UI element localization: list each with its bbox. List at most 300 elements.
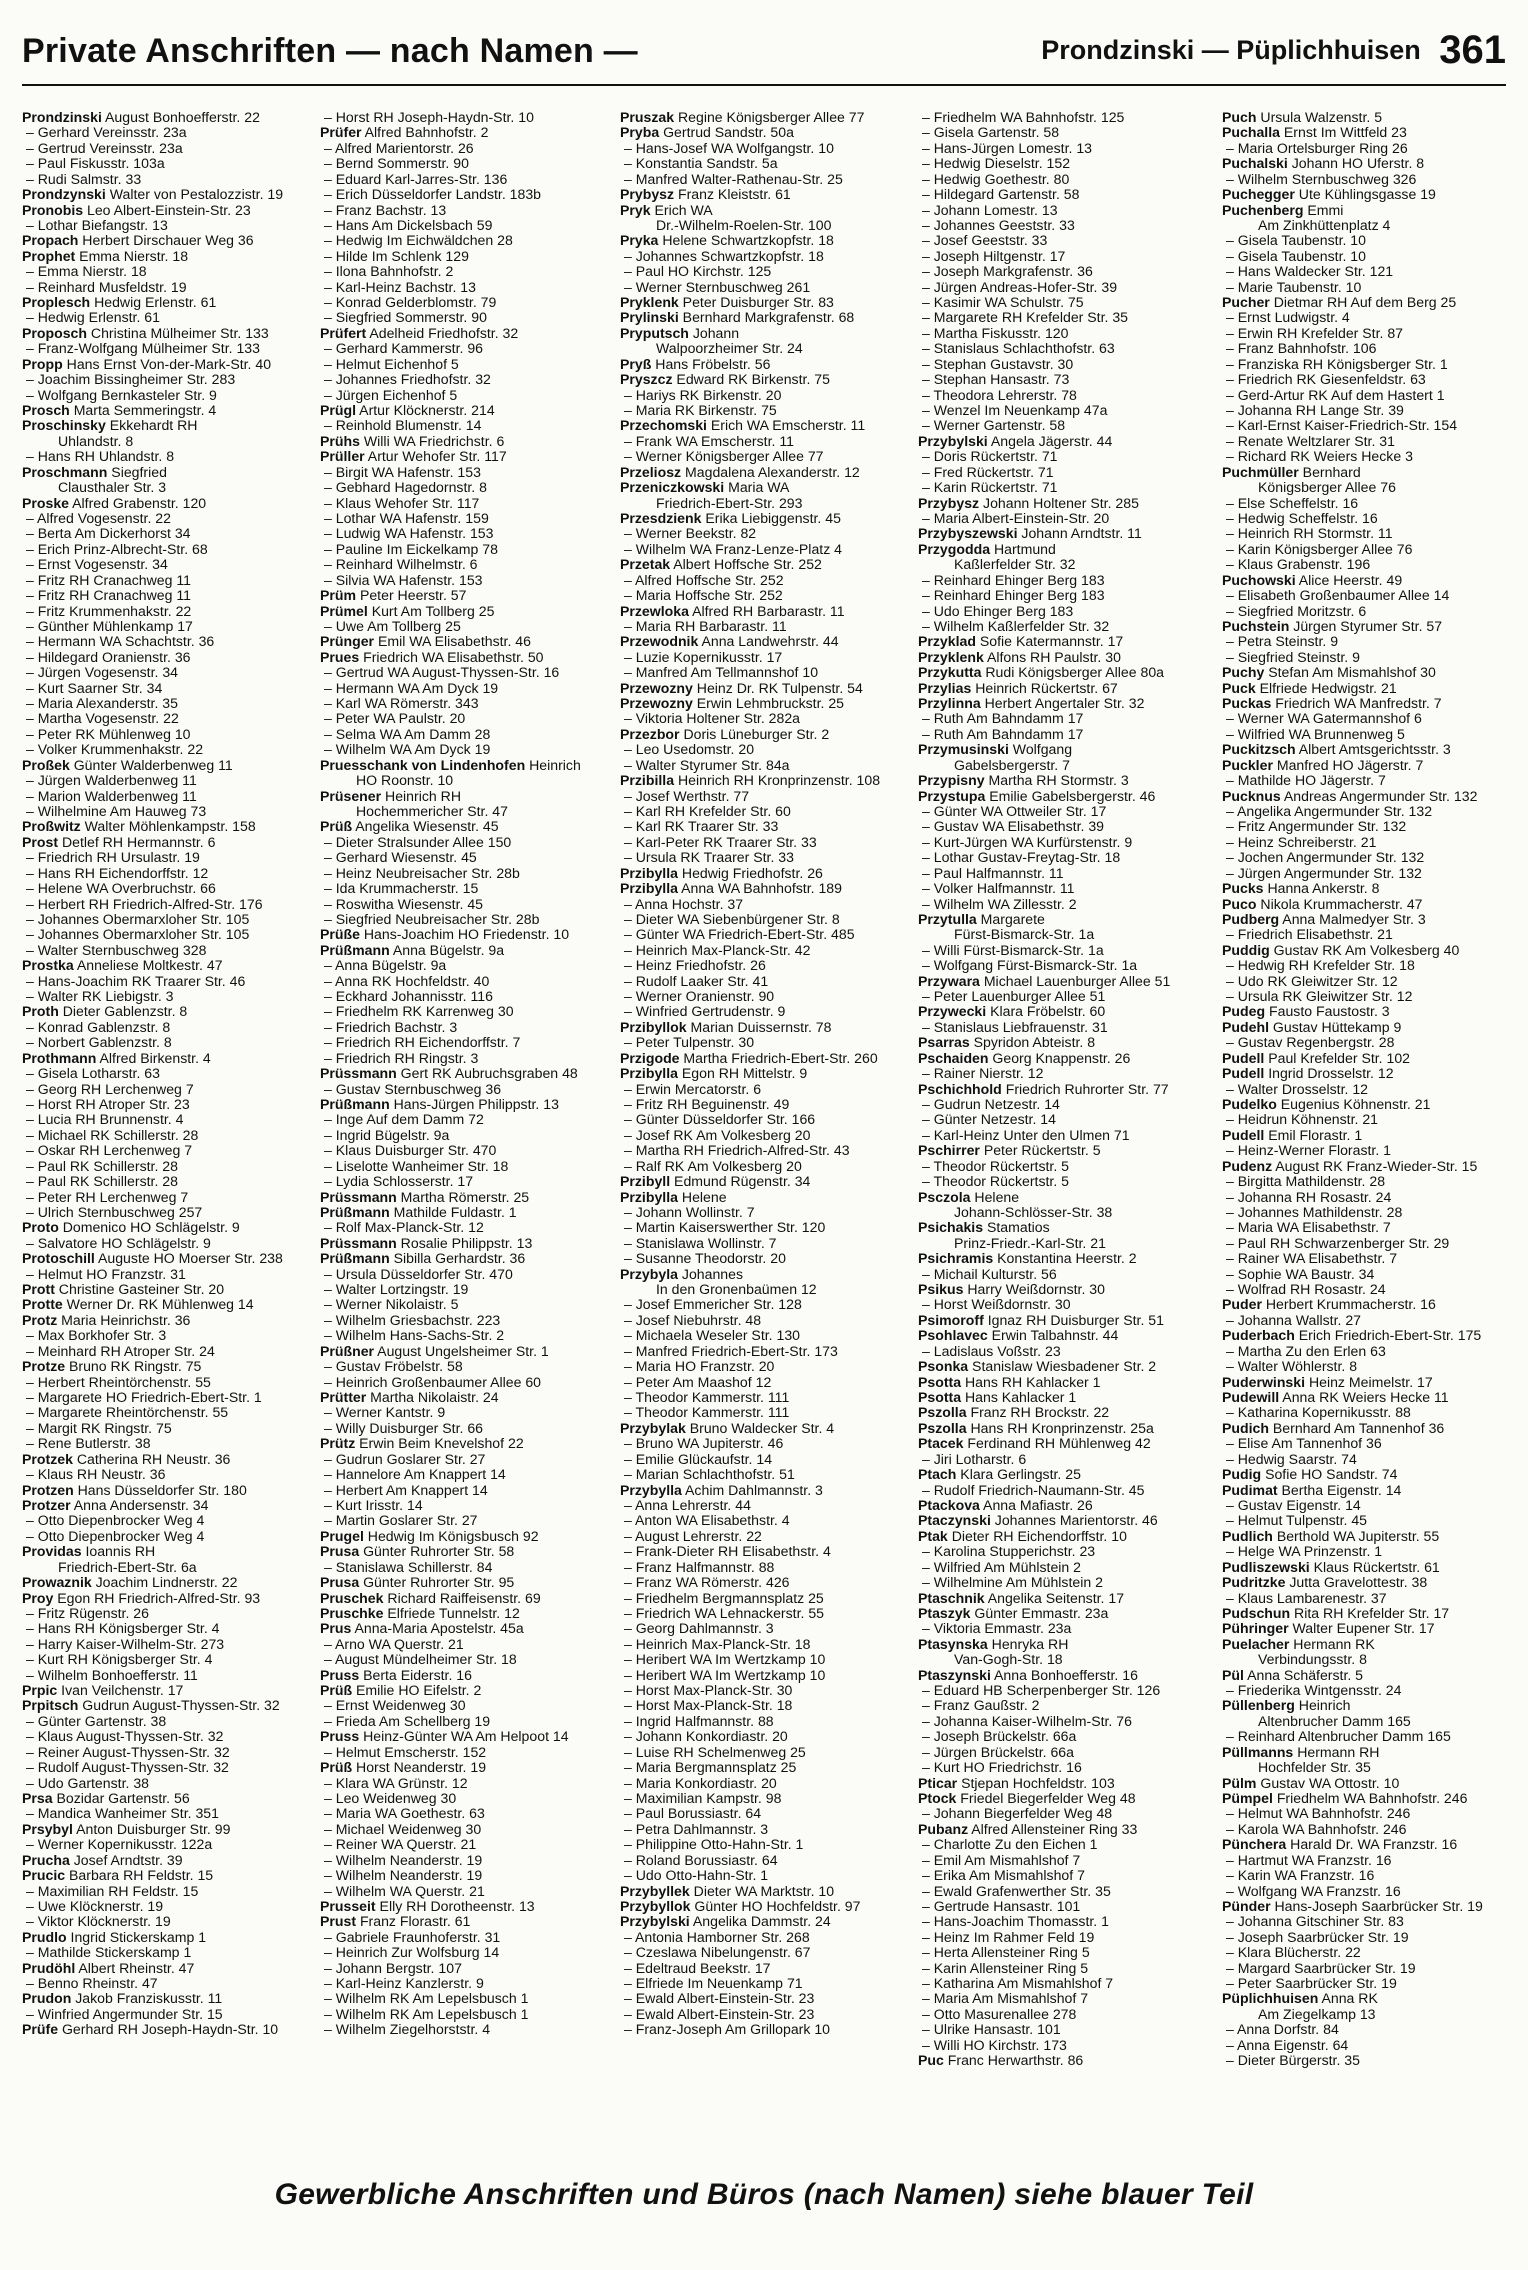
surname: Prüller <box>320 449 365 465</box>
directory-entry: – Kurt-Jürgen WA Kurfürstenstr. 9 <box>922 834 1133 850</box>
directory-entry: – Willi HO Kirchstr. 173 <box>922 2037 1067 2053</box>
directory-entry: – Gertrud WA August-Thyssen-Str. 16 <box>324 665 560 681</box>
directory-entry: – Rudolf Friedrich-Naumann-Str. 45 <box>922 1482 1145 1498</box>
entry-details: Rita RH Krefelder Str. 17 <box>1290 1605 1450 1621</box>
directory-entry: – Petra Dahlmannstr. 3 <box>624 1821 769 1837</box>
directory-entry: – Herbert RH Friedrich-Alfred-Str. 176 <box>26 896 263 912</box>
entry-details: Ekkehardt RH <box>105 418 198 434</box>
directory-entry: – Stephan Gustavstr. 30 <box>922 356 1074 372</box>
directory-entry <box>1222 1745 1510 1760</box>
surname: Prothmann <box>22 1050 97 1066</box>
directory-entry: – Anna RK Hochfeldstr. 40 <box>324 973 490 989</box>
directory-entry: – Stanislawa Schillerstr. 84 <box>324 1559 493 1575</box>
directory-entry <box>22 1051 310 1066</box>
surname: Przybylak <box>620 1420 686 1436</box>
directory-entry: – Günther Mühlenkamp 17 <box>26 618 193 634</box>
entry-details: Spyridon Abteistr. 8 <box>969 1035 1096 1051</box>
directory-entry: – Ursula RK Gleiwitzer Str. 12 <box>1226 989 1413 1005</box>
surname: Ptaczynski <box>918 1513 991 1529</box>
directory-entry: – Franz Bachstr. 13 <box>324 202 447 218</box>
surname: Pticar <box>918 1775 958 1791</box>
entry-details: Bruno Waldecker Str. 4 <box>685 1420 835 1436</box>
directory-entry: – Hedwig RH Krefelder Str. 18 <box>1226 958 1415 974</box>
entry-details: Fausto Faustostr. 3 <box>1265 1004 1390 1020</box>
directory-entry: – Paul Borussiastr. 64 <box>624 1806 762 1822</box>
directory-entry <box>620 310 908 325</box>
directory-entry <box>22 835 310 850</box>
surname: Psichramis <box>918 1251 994 1267</box>
directory-entry <box>320 1575 608 1590</box>
directory-entry: – Karin Königsberger Allee 76 <box>1226 541 1413 557</box>
directory-entry: – Friedhelm Bergmannsplatz 25 <box>624 1590 824 1606</box>
entry-details: Magdalena Alexanderstr. 12 <box>681 464 860 480</box>
surname: Przibyllok <box>620 1019 687 1035</box>
directory-entry: – Leo Usedomstr. 20 <box>624 742 755 758</box>
directory-entry: – Viktoria Holtener Str. 282a <box>624 711 801 727</box>
directory-entry <box>1222 1668 1510 1683</box>
surname: Puckas <box>1222 696 1272 712</box>
directory-entry: – Werner Kantstr. 9 <box>324 1405 446 1421</box>
entry-details: Berta Eiderstr. 16 <box>359 1667 472 1683</box>
entry-details: Alfred RH Barbarastr. 11 <box>688 603 845 619</box>
directory-entry: – Walter Styrumer Str. 84a <box>624 757 790 773</box>
entry-details: Hartmund <box>990 541 1056 557</box>
directory-entry <box>918 1035 1206 1050</box>
directory-entry <box>1222 110 1510 125</box>
directory-entry <box>1222 203 1510 218</box>
directory-entry <box>620 604 908 619</box>
surname: Puderwinski <box>1222 1374 1306 1390</box>
surname: Pülm <box>1222 1775 1257 1791</box>
surname: Protz <box>22 1312 58 1328</box>
surname: Puchowski <box>1222 572 1296 588</box>
directory-entry <box>320 1899 608 1914</box>
entry-details: Ernst Im Wittfeld 23 <box>1279 125 1407 141</box>
entry-details: Hans-Joachim HO Friedenstr. 10 <box>359 927 570 943</box>
entry-details: Egon RH Mittelstr. 9 <box>677 1066 808 1082</box>
surname: Protzen <box>22 1482 74 1498</box>
surname: Pschaiden <box>918 1050 989 1066</box>
directory-entry: – Ladislaus Voßstr. 23 <box>922 1343 1061 1359</box>
surname: Psotta <box>918 1374 962 1390</box>
directory-entry: – Petra Steinstr. 9 <box>1226 634 1339 650</box>
directory-entry: – Lydia Schlosserstr. 17 <box>324 1174 474 1190</box>
directory-entry: – Uwe Am Tollberg 25 <box>324 618 461 634</box>
directory-entry: – Anna Eigenstr. 64 <box>1226 2037 1349 2053</box>
directory-entry: – Anna Hochstr. 37 <box>624 896 744 912</box>
directory-entry: – Horst RH Joseph-Haydn-Str. 10 <box>324 110 534 125</box>
directory-entry <box>1222 1621 1510 1636</box>
entry-details: Stefan Am Mismahlshof 30 <box>1264 665 1436 681</box>
entry-details: Hans-Jürgen Philippstr. 13 <box>389 1097 559 1112</box>
surname: Prudlo <box>22 1929 67 1945</box>
directory-entry <box>918 1791 1206 1806</box>
entry-details: Anneliese Moltkestr. 47 <box>73 958 223 974</box>
entry-details: Alice Heerstr. 49 <box>1295 572 1403 588</box>
directory-entry: – Paul RK Schillerstr. 28 <box>26 1158 178 1174</box>
entry-details: Alfred Bahnhofstr. 2 <box>361 125 489 141</box>
directory-entry: – Wilhelm WA Franz-Lenze-Platz 4 <box>624 541 842 557</box>
directory-entry <box>1222 1328 1510 1343</box>
directory-entry: – Frank-Dieter RH Elisabethstr. 4 <box>624 1544 831 1560</box>
directory-entry <box>22 249 310 264</box>
directory-entry: – Werner Gartenstr. 58 <box>922 418 1066 434</box>
directory-entry: – Stanislaus Liebfrauenstr. 31 <box>922 1019 1108 1035</box>
directory-entry: – Erwin Mercatorstr. 6 <box>624 1081 762 1097</box>
directory-entry: – Johann Bergstr. 107 <box>324 1960 462 1976</box>
directory-entry: – Gustav Sternbuschweg 36 <box>324 1081 502 1097</box>
surname: Prott <box>22 1282 55 1298</box>
entry-details: Günter HO Hochfeldstr. 97 <box>690 1898 861 1914</box>
entry-details: Heinrich <box>525 757 581 773</box>
directory-entry <box>1222 187 1510 202</box>
directory-entry <box>22 1961 310 1976</box>
directory-entry: – Walter RK Liebigstr. 3 <box>26 989 174 1005</box>
column-5 <box>1222 110 1510 2150</box>
directory-entry: – Johanna RH Rosastr. 24 <box>1226 1189 1392 1205</box>
directory-entry: – Walter Sternbuschweg 328 <box>26 942 207 958</box>
surname: Przybyla <box>620 1266 678 1282</box>
directory-entry: – Michaela Weseler Str. 130 <box>624 1328 800 1344</box>
directory-entry: – Norbert Gablenzstr. 8 <box>26 1035 172 1051</box>
entry-details: Peter Duisburger Str. 83 <box>678 295 834 311</box>
directory-entry <box>320 125 608 140</box>
surname: Prondzynski <box>22 187 106 203</box>
entry-details: Sibilla Gerhardstr. 36 <box>389 1251 526 1267</box>
directory-entry: – Marian Schlachthofstr. 51 <box>624 1467 795 1483</box>
directory-entry: Prinz-Friedr.-Karl-Str. 21 <box>954 1235 1106 1251</box>
directory-entry: – Alfred Marientorstr. 26 <box>324 140 474 156</box>
directory-entry: – Martha RH Friedrich-Alfred-Str. 43 <box>624 1143 850 1159</box>
directory-entry: – Paul RH Schwarzenberger Str. 29 <box>1226 1235 1450 1251</box>
entry-details: Walter von Pestalozzistr. 19 <box>105 187 284 203</box>
directory-entry: Gabelsbergerstr. 7 <box>954 757 1070 773</box>
directory-entry <box>1222 1698 1510 1713</box>
directory-entry: – Mathilde HO Jägerstr. 7 <box>1226 773 1386 789</box>
entry-details: Anna Schäferstr. 5 <box>1243 1667 1364 1683</box>
directory-entry: – Werner WA Gatermannshof 6 <box>1226 711 1422 727</box>
directory-entry <box>918 1405 1206 1420</box>
directory-entry <box>22 758 310 773</box>
directory-entry <box>918 496 1206 511</box>
directory-entry: – Edeltraud Beekstr. 17 <box>624 1960 771 1976</box>
directory-entry: – Heinrich RH Stormstr. 11 <box>1226 526 1393 542</box>
directory-entry <box>1222 295 1510 310</box>
entry-details: Heinrich RH Kronprinzenstr. 108 <box>674 773 881 789</box>
surname: Przewozny <box>620 680 693 696</box>
directory-entry <box>918 696 1206 711</box>
directory-entry: – Karl WA Römerstr. 343 <box>324 696 479 712</box>
directory-entry: – Heribert WA Im Wertzkamp 10 <box>624 1652 826 1668</box>
directory-entry <box>22 1853 310 1868</box>
directory-entry: – Maria Ortelsburger Ring 26 <box>1226 140 1408 156</box>
directory-entry: – Heinz-Werner Florastr. 1 <box>1226 1143 1392 1159</box>
directory-entry: – Wilhelm Hans-Sachs-Str. 2 <box>324 1328 505 1344</box>
directory-entry: – Udo RK Gleiwitzer Str. 12 <box>1226 973 1398 989</box>
directory-entry <box>620 557 908 572</box>
directory-entry: – Eduard HB Scherpenberger Str. 126 <box>922 1683 1161 1699</box>
directory-entry <box>1222 1297 1510 1312</box>
directory-entry: – Wilhelm WA Querstr. 21 <box>324 1883 485 1899</box>
directory-entry: – Helmut Emscherstr. 152 <box>324 1744 487 1760</box>
directory-entry <box>22 1297 310 1312</box>
surname: Prusa <box>320 1544 360 1560</box>
directory-entry <box>22 465 310 480</box>
directory-entry <box>320 434 608 449</box>
surname: Proth <box>22 1004 59 1020</box>
directory-entry <box>320 1591 608 1606</box>
directory-entry <box>918 1328 1206 1343</box>
surname: Prüß <box>320 1760 353 1776</box>
directory-entry: – Ernst Ludwigstr. 4 <box>1226 310 1350 326</box>
directory-entry <box>320 1066 608 1081</box>
surname: Puco <box>1222 896 1257 912</box>
directory-entry: – Heinrich Max-Planck-Str. 18 <box>624 1636 811 1652</box>
directory-entry: – Günter Gartenstr. 38 <box>26 1713 167 1729</box>
directory-entry: – Gerhard Vereinsstr. 23a <box>26 125 187 141</box>
surname: Ptaschnik <box>918 1590 985 1606</box>
directory-entry: – Maria WA Goethestr. 63 <box>324 1806 485 1822</box>
directory-entry <box>918 634 1206 649</box>
directory-entry <box>620 203 908 218</box>
surname: Ptaszyk <box>918 1605 971 1621</box>
directory-entry: – Heinz Im Rahmer Feld 19 <box>922 1929 1095 1945</box>
surname: Prüssmann <box>320 1189 397 1205</box>
surname: Przezbor <box>620 726 680 742</box>
directory-entry <box>620 1483 908 1498</box>
entry-details: Willi WA Friedrichstr. 6 <box>359 433 505 449</box>
directory-entry: – Ingrid Bügelstr. 9a <box>324 1127 450 1143</box>
directory-entry: – Wilfried Am Mühlstein 2 <box>922 1559 1082 1575</box>
directory-entry <box>22 295 310 310</box>
directory-entry: – Ursula RK Traarer Str. 33 <box>624 850 794 866</box>
header-rule <box>22 84 1506 86</box>
directory-entry: Clausthaler Str. 3 <box>58 480 167 496</box>
surname: Püllenberg <box>1222 1698 1295 1714</box>
surname: Prues <box>320 649 360 665</box>
directory-entry: Johann-Schlösser-Str. 38 <box>954 1204 1113 1220</box>
surname: Przechomski <box>620 418 707 434</box>
surname: Pudelko <box>1222 1097 1277 1112</box>
surname: Przewloka <box>620 603 689 619</box>
entry-details: Emil WA Elisabethstr. 46 <box>374 634 531 650</box>
surname: Proschinsky <box>22 418 106 434</box>
directory-entry: – Johanna Wallstr. 27 <box>1226 1312 1362 1328</box>
directory-entry: – Lucia RH Brunnenstr. 4 <box>26 1112 184 1128</box>
directory-entry: – Anna Dorfstr. 84 <box>1226 2022 1339 2038</box>
surname: Prosch <box>22 403 70 419</box>
directory-entry: – Maria Alexanderstr. 35 <box>26 696 178 712</box>
surname: Prühs <box>320 433 360 449</box>
directory-entry <box>918 665 1206 680</box>
directory-entry: – Karl RK Traarer Str. 33 <box>624 819 779 835</box>
surname: Pronobis <box>22 202 84 218</box>
directory-entry: – Jürgen Angermunder Str. 132 <box>1226 865 1422 881</box>
entry-details: Richard Raiffeisenstr. 69 <box>383 1590 541 1606</box>
directory-entry <box>320 588 608 603</box>
surname: Prüßner <box>320 1343 375 1359</box>
entry-details: Hans Ernst Von-der-Mark-Str. 40 <box>62 356 272 372</box>
entry-details: Nikola Krummacherstr. 47 <box>1256 896 1423 912</box>
entry-details: Erwin Lehmbruckstr. 25 <box>692 696 845 712</box>
surname: Pudritzke <box>1222 1575 1286 1591</box>
surname: Przystupa <box>918 788 986 804</box>
surname: Pruschke <box>320 1605 384 1621</box>
directory-entry: – Peter Tulpenstr. 30 <box>624 1035 755 1051</box>
surname: Przyklad <box>918 634 976 650</box>
directory-entry: – Konstantia Sandstr. 5a <box>624 156 778 172</box>
surname: Prsa <box>22 1790 53 1806</box>
surname: Przykutta <box>918 665 982 681</box>
entry-details: Sofie Katermannstr. 17 <box>975 634 1124 650</box>
directory-entry: – Rainer Nierstr. 12 <box>922 1066 1044 1082</box>
directory-entry: – Horst Max-Planck-Str. 30 <box>624 1683 793 1699</box>
directory-entry: – Karin Rückertstr. 71 <box>922 480 1058 496</box>
directory-entry <box>620 372 908 387</box>
directory-entry: – Helmut Eichenhof 5 <box>324 356 459 372</box>
directory-entry: – Friedrich RH Ringstr. 3 <box>324 1050 479 1066</box>
directory-entry: – Viktoria Emmastr. 23a <box>922 1621 1072 1637</box>
surname: Prüßmann <box>320 1097 390 1112</box>
surname: Pruesschank von Lindenhofen <box>320 757 526 773</box>
directory-entry <box>620 326 908 341</box>
directory-entry <box>22 418 310 433</box>
surname: Prost <box>22 834 59 850</box>
surname: Prüssmann <box>320 1235 397 1251</box>
directory-entry <box>320 1251 608 1266</box>
directory-entry <box>22 203 310 218</box>
surname: Pudig <box>1222 1467 1262 1483</box>
entry-details: Herbert Angertaler Str. 32 <box>980 696 1145 712</box>
directory-entry <box>918 1498 1206 1513</box>
surname: Puchalski <box>1222 156 1288 172</box>
directory-entry <box>918 1190 1206 1205</box>
entry-details: Michael Lauenburger Allee 51 <box>979 973 1171 989</box>
directory-entry: Fürst-Bismarck-Str. 1a <box>954 927 1095 943</box>
surname: Prünger <box>320 634 375 650</box>
directory-entry: – Volker Halfmannstr. 11 <box>922 881 1075 897</box>
directory-entry <box>918 1220 1206 1235</box>
surname: Puchalla <box>1222 125 1280 141</box>
directory-entry: – Johann Konkordiastr. 20 <box>624 1729 788 1745</box>
directory-entry: – Benno Rheinstr. 47 <box>26 1976 158 1992</box>
directory-entry <box>1222 1560 1510 1575</box>
directory-entry <box>1222 742 1510 757</box>
directory-entry: – Hans-Josef WA Wolfgangstr. 10 <box>624 140 834 156</box>
entry-details: Maria WA <box>724 480 790 496</box>
directory-entry: – Josef Geeststr. 33 <box>922 233 1048 249</box>
directory-entry: – Josef Niebuhrstr. 48 <box>624 1312 762 1328</box>
directory-entry: – Jochen Angermunder Str. 132 <box>1226 850 1425 866</box>
entry-details: Siegfried <box>107 464 167 480</box>
footer-note: Gewerbliche Anschriften und Büros (nach Namen) siehe blauer Teil <box>274 2178 1254 2211</box>
entry-details: Gustav Hüttekamp 9 <box>1268 1019 1402 1035</box>
entry-details: Artur Wehofer Str. 117 <box>364 449 507 465</box>
surname: Przesdzienk <box>620 510 702 526</box>
directory-entry: – Paul RK Schillerstr. 28 <box>26 1174 178 1190</box>
directory-entry <box>320 819 608 834</box>
directory-entry <box>320 1544 608 1559</box>
entry-details: Franz Kleiststr. 61 <box>674 187 791 203</box>
directory-entry: – Klara WA Grünstr. 12 <box>324 1775 468 1791</box>
directory-entry <box>320 1097 608 1112</box>
directory-entry: – Gerhard Wiesenstr. 45 <box>324 850 477 866</box>
entry-details: Alfred Allensteiner Ring 33 <box>968 1821 1138 1837</box>
directory-entry: – Ruth Am Bahndamm 17 <box>922 711 1084 727</box>
entry-details: Josef Arndtstr. 39 <box>69 1852 183 1868</box>
directory-entry: – Katharina Am Mismahlshof 7 <box>922 1976 1114 1992</box>
surname: Pül <box>1222 1667 1244 1683</box>
entry-details: Emilie Gabelsbergerstr. 46 <box>985 788 1156 804</box>
directory-entry: – Meinhard RH Atroper Str. 24 <box>26 1343 215 1359</box>
directory-entry: – Liselotte Wanheimer Str. 18 <box>324 1158 509 1174</box>
surname: Pünder <box>1222 1898 1271 1914</box>
entry-details: Peter Rückertstr. 5 <box>979 1143 1101 1159</box>
directory-entry: – Fritz Angermunder Str. 132 <box>1226 819 1407 835</box>
directory-entry: – Margit RK Ringstr. 75 <box>26 1420 172 1436</box>
entry-details: Rudi Königsberger Allee 80a <box>981 665 1165 681</box>
entry-details: Herbert Dirschauer Weg 36 <box>78 233 254 249</box>
surname: Prüm <box>320 588 357 604</box>
directory-entry: – Reinhold Blumenstr. 14 <box>324 418 482 434</box>
directory-entry: – Hans RH Königsberger Str. 4 <box>26 1621 220 1637</box>
surname: Psohlavec <box>918 1328 988 1344</box>
surname: Prüßmann <box>320 942 390 958</box>
surname: Pubanz <box>918 1821 969 1837</box>
surname: Psonka <box>918 1359 969 1375</box>
directory-entry: – Karl RH Krefelder Str. 60 <box>624 803 791 819</box>
surname: Przybyszewski <box>918 526 1018 542</box>
directory-entry: – Gertrude Hansastr. 101 <box>922 1898 1081 1914</box>
directory-entry: – Charlotte Zu den Eichen 1 <box>922 1837 1098 1853</box>
directory-entry <box>620 1914 908 1929</box>
directory-entry: – Friedrich RK Giesenfeldstr. 63 <box>1226 372 1426 388</box>
entry-details: Friedel Biegerfelder Weg 48 <box>956 1790 1136 1806</box>
directory-entry <box>1222 789 1510 804</box>
directory-entry: – Horst RH Atroper Str. 23 <box>26 1097 190 1112</box>
entry-details: Angelika Dammstr. 24 <box>689 1914 831 1930</box>
directory-entry: – Johann Biegerfelder Weg 48 <box>922 1806 1113 1822</box>
directory-entry: – Peter RK Mühlenweg 10 <box>26 726 191 742</box>
surname: Przybyllek <box>620 1883 690 1899</box>
directory-entry <box>1222 1390 1510 1405</box>
entry-details: Franz RH Brockstr. 22 <box>966 1405 1110 1421</box>
directory-entry: – Karl-Heinz Bachstr. 13 <box>324 279 476 295</box>
directory-entry: – Walter Drosselstr. 12 <box>1226 1081 1369 1097</box>
entry-details: Jürgen Styrumer Str. 57 <box>1289 618 1443 634</box>
entry-details: Emil Florastr. 1 <box>1264 1127 1363 1143</box>
surname: Pruszak <box>620 110 675 125</box>
entry-details: Gerhard RH Joseph-Haydn-Str. 10 <box>58 2022 279 2038</box>
directory-entry: – Heidrun Köhnenstr. 21 <box>1226 1112 1379 1128</box>
directory-entry: – Hans RH Eichendorffstr. 12 <box>26 865 209 881</box>
directory-entry: – Maximilian Kampstr. 98 <box>624 1790 782 1806</box>
surname: Pryka <box>620 233 659 249</box>
surname: Puchegger <box>1222 187 1295 203</box>
directory-entry: – Ernst Vogesenstr. 34 <box>26 557 168 573</box>
directory-entry: – Willi Fürst-Bismarck-Str. 1a <box>922 942 1104 958</box>
entry-details: Elly RH Dorotheenstr. 13 <box>375 1898 535 1914</box>
entry-details: Rosalie Philippstr. 13 <box>396 1235 533 1251</box>
surname: Prüsener <box>320 788 382 804</box>
surname: Psimoroff <box>918 1312 984 1328</box>
entry-details: Erich WA Emscherstr. 11 <box>706 418 866 434</box>
entry-details: Hanna Ankerstr. 8 <box>1263 881 1380 897</box>
directory-entry: – Horst Max-Planck-Str. 18 <box>624 1698 793 1714</box>
directory-entry: Kaßlerfelder Str. 32 <box>954 557 1076 573</box>
entry-details: Heinrich RH <box>381 788 461 804</box>
directory-entry: – Philippine Otto-Hahn-Str. 1 <box>624 1837 804 1853</box>
